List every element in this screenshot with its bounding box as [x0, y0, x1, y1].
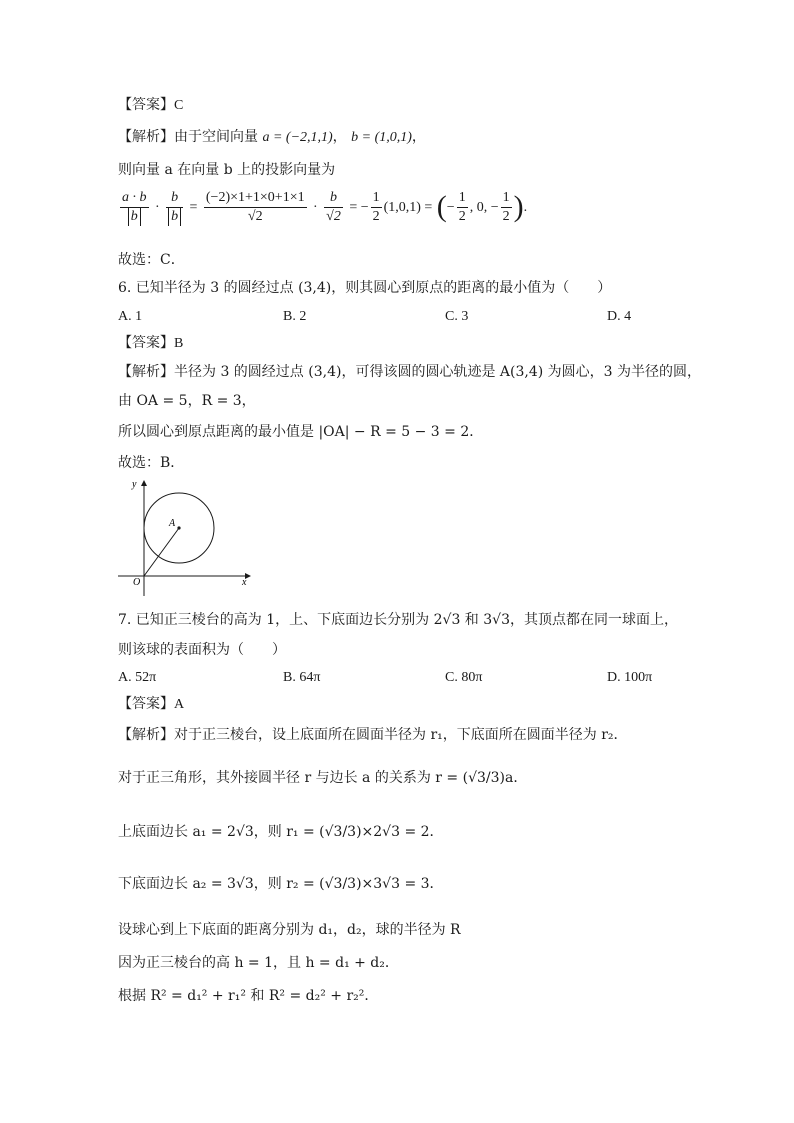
q7-analysis-line1 [118, 725, 628, 745]
formula-fraction: $\frac{(-2)\times 1+1\times 0+1\times 1}{√2}$ [205, 189, 305, 224]
q5-formula: $\frac{a \cdot b}{b}$ · $\frac{b}{b}$ = $\frac{(-2)\times 1+1\times 0+1\times 1}{√2}$ · $\frac{b}{√2}$ = − $\frac{1}{2}$ (1,0,1) = (− $\frac{1}{2}$ , 0, − $\frac{1}{2}$ ). [122, 189, 528, 224]
q7-analysis-line4: 下底面边长 a₂ = 3√3，则 r₂ = (√3/3)×3√3 = 3． [118, 876, 444, 892]
q5-answer-line [118, 95, 183, 116]
vector-a: a = (−2,1,1) [262, 130, 333, 145]
q5-analysis-line2: 则向量 a 在向量 b 上的投影向量为 [118, 162, 336, 178]
answer-label: 【答案】 [118, 335, 174, 351]
answer-label: 【答案】 [118, 97, 174, 113]
formula-part3: $\frac{b}{√2}$ [326, 189, 341, 224]
q7-stem-line1: 7. 已知正三棱台的高为 1，上、下底面边长分别为 2√3 和 3√3，其顶点都在同一球面上， [118, 612, 678, 628]
analysis-text: 对于正三棱台，设上底面所在圆面半径为 r₁，下底面所在圆面半径为 r₂． [174, 727, 628, 743]
analysis-text: 半径为 3 的圆经过点 (3,4)，可得该圆的圆心轨迹是 A(3,4) 为圆心，3 为半径的圆， [174, 364, 702, 380]
q7-option-d: D. 100π [607, 670, 653, 685]
q6-analysis-line1 [118, 362, 701, 382]
q6-analysis-line2: 由 OA = 5，R = 3， [118, 393, 256, 409]
point-a-label: A [169, 518, 176, 529]
analysis-label: 【解析】 [118, 727, 174, 743]
formula-part2: $\frac{b}{b}$ [166, 189, 183, 226]
q6-option-c: C. 3 [445, 309, 469, 324]
q6-answer-line [118, 333, 183, 354]
q5-analysis-line1: 【解析】由于空间向量 a = (−2,1,1)， b = (1,0,1)， [118, 129, 426, 145]
q7-analysis-line5: 设球心到上下底面的距离分别为 d₁，d₂，球的半径为 R [118, 922, 461, 938]
q6-option-b: B. 2 [283, 309, 307, 324]
answer-value: A [174, 697, 185, 712]
q7-option-b: B. 64π [283, 670, 321, 685]
q7-answer-line [118, 694, 184, 715]
q7-analysis-line7: 根据 R² = d₁² + r₁² 和 R² = d₂² + r₂²． [118, 988, 379, 1004]
q6-figure [118, 475, 258, 597]
origin-label: O [133, 577, 141, 588]
analysis-label: 【解析】 [118, 364, 174, 380]
point-a [177, 526, 180, 529]
q7-option-a: A. 52π [118, 670, 157, 685]
q7-analysis-line2: 对于正三角形，其外接圆半径 r 与边长 a 的关系为 r = (√3/3)a． [118, 770, 528, 786]
q7-analysis-line6: 因为正三棱台的高 h = 1，且 h = d₁ + d₂． [118, 955, 399, 971]
formula-part1: $\frac{a \cdot b}{b}$ [122, 189, 147, 224]
answer-label: 【答案】 [118, 696, 174, 712]
q6-analysis-line3: 所以圆心到原点距离的最小值是 |OA| − R = 5 − 3 = 2． [118, 424, 484, 440]
q7-stem-line2: 则该球的表面积为（ ） [118, 642, 286, 658]
q7-option-c: C. 80π [445, 670, 483, 685]
q7-analysis-line3: 上底面边长 a₁ = 2√3，则 r₁ = (√3/3)×2√3 = 2． [118, 824, 444, 840]
analysis-label: 【解析】 [118, 129, 174, 145]
q6-option-a: A. 1 [118, 309, 143, 324]
segment-oa [144, 528, 179, 576]
y-label: y [132, 479, 137, 490]
q6-option-d: D. 4 [607, 309, 632, 324]
vector-b: b = (1,0,1) [351, 130, 412, 145]
analysis-text: 由于空间向量 [174, 129, 258, 145]
q5-choose: 故选：C． [118, 252, 185, 268]
x-label: x [242, 577, 247, 588]
q6-choose: 故选：B． [118, 455, 185, 471]
answer-value: B [174, 336, 184, 351]
answer-value: C [174, 98, 184, 113]
q6-stem: 6. 已知半径为 3 的圆经过点 (3,4)，则其圆心到原点的距离的最小值为（ ） [118, 280, 612, 296]
